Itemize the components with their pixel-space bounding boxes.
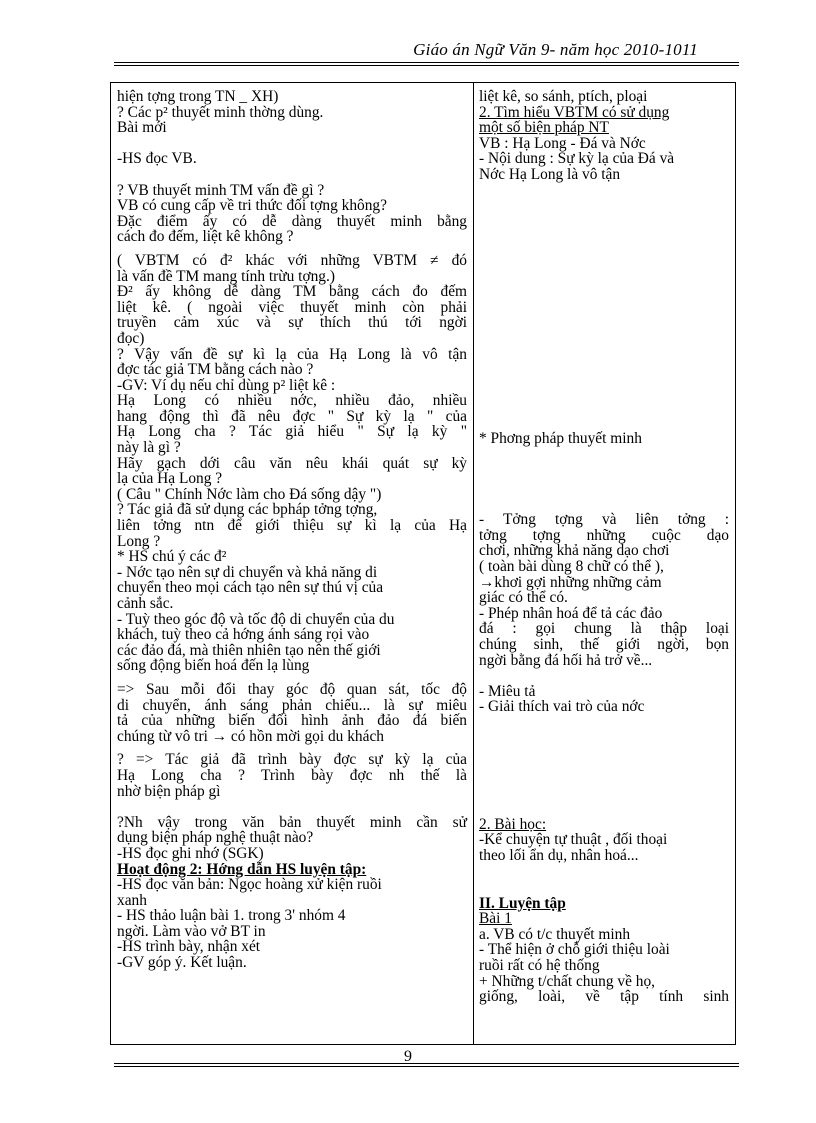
header-rule [114,62,739,63]
text-line: dụng biện pháp nghệ thuật nào? [117,829,314,847]
text-line: -Kể chuyện tự thuật , đối thoại [479,831,668,849]
text-line: Hạ Long cha ? Trình bày đợc nh thế là [117,766,467,784]
text-line: giác có thể có. [479,589,568,607]
text-line: đá : gọi chung là thập loại [479,620,729,638]
text-line: chúng sinh, thế giới ngời, bọn [479,635,729,653]
text-line: * Phơng pháp thuyết minh [479,429,642,447]
text-line: là vấn đề TM mang tính trừu tợng.) [117,267,335,285]
text-line: cách đo đếm, liệt kê không ? [117,228,294,246]
text-line: - Nớc tạo nên sự di chuyển và khả năng di [117,563,378,581]
text-line: -GV: Ví dụ nếu chỉ dùng p² liệt kê : [117,376,336,394]
footer-rule [114,1063,739,1064]
text-line: đợc tác giả TM bằng cách nào ? [117,361,314,379]
text-line: VB có cung cấp về tri thức đối tợng không? [117,197,387,215]
text-line: cảnh sắc. [117,595,174,612]
text-line: ngời. Làm vào vở BT in [117,922,266,940]
text-line: giống, loài, về tập tính sinh [479,988,729,1006]
text-line [479,668,729,684]
text-line: + Những t/chất chung về họ, [479,972,656,990]
section-heading-lesson: 2. Bài học: [479,815,547,833]
text-line: →khơi gợi những những cảm [479,573,662,591]
text-line: Hạ Long có nhiều nớc, nhiều đảo, nhiều [117,392,467,410]
text-line: tả của những biến đổi hình ảnh đảo đá biến [117,712,467,730]
exercise-label: Bài 1 [479,910,512,928]
text-line: chúng từ vô tri → có hồn mời gọi du khách [117,727,384,745]
text-line: ? VB thuyết minh TM vấn đề gì ? [117,181,325,199]
text-line: các đảo đá, mà thiên nhiên tạo nên thế giới [117,641,381,659]
text-line: này là gì ? [117,439,181,457]
text-line [117,167,467,183]
text-line: chuyển theo mọi cách tạo nên sự thú vị của [117,579,384,597]
right-column [479,89,729,1005]
text-line: - Miêu tả [479,682,536,700]
text-line: ( toàn bài dùng 8 chữ có thể ), [479,557,664,575]
text-line: hiện tợng trong TN _ XH) [117,88,279,105]
lesson-table [110,82,736,1045]
text-line: -HS trình bày, nhận xét [117,938,261,956]
text-line: chơi, những khả năng dạo chơi [479,542,670,560]
text-line: tởng tợng những cuộc dạo [479,526,729,544]
header-rule-double [114,65,739,66]
text-line: -HS đọc ghi nhớ (SGK) [117,844,264,862]
text-line: ? Tác giả đã sử dụng các bpháp tởng tợng, [117,501,378,519]
text-line: - Thể hiện ở chỗ giới thiệu loài [479,941,670,959]
header-title: Giáo án Ngữ Văn 9- năm học 2010-1011 [413,40,698,59]
text-line: - HS thảo luận bài 1. trong 3' nhóm 4 [117,907,346,925]
text-line: Hãy gạch dới câu văn nêu khái quát sự kỳ [117,454,467,472]
text-line: - Tởng tợng và liên tởng : [479,511,729,529]
text-line: di chuyển, ánh sáng phản chiếu... là sự miêu [117,696,467,714]
text-line: ?Nh vậy trong văn bản thuyết minh cần sử [117,813,467,831]
text-line: liệt kê, so sánh, ptích, ploại [479,88,648,105]
section-heading: 2. Tìm hiểu VBTM có sử dụng [479,103,670,121]
text-line: a. VB có t/c thuyết minh [479,925,631,943]
text-line: -GV góp ý. Kết luận. [117,954,247,972]
text-line: -HS đọc VB. [117,150,197,168]
text-line: ( Câu " Chính Nớc làm cho Đá sống dậy ") [117,485,382,503]
section-heading: một số biện pháp NT [479,119,609,137]
text-line: ngời bằng đá hối hả trở về... [479,651,653,669]
text-line: -HS đọc văn bản: Ngọc hoàng xử kiện ruồi [117,876,382,894]
text-line: ? Vậy vấn đề sự kì lạ của Hạ Long là vô tận [117,345,467,363]
text-line: Bài mới [117,119,167,137]
page-header [0,40,816,60]
text-line: - Giải thích vai trò của nớc [479,698,645,716]
section-heading-practice: II. Luyện tập [479,894,566,912]
text-line: Đặc điểm ấy có dễ dàng thuyết minh bằng [117,212,467,230]
text-line: Hạ Long cha ? Tác giả hiểu " Sự lạ kỳ " [117,423,467,441]
column-divider [473,83,474,1044]
text-line: khách, tuỳ theo cả hớng ánh sáng rọi vào [117,626,370,644]
text-line: liên tởng ntn để giới thiệu sự kì lạ của Hạ [117,517,467,535]
page-number: 9 [404,1048,412,1065]
section-heading-activity-2: Hoạt động 2: Hớng dẫn HS luyện tập: [117,860,367,878]
text-line: Long ? [117,532,161,550]
text-line: sống động biến hoá đến lạ lùng [117,657,310,675]
text-line: - Phép nhân hoá để tả các đảo [479,604,663,622]
text-line: lạ của Hạ Long ? [117,470,223,488]
text-line: VB : Hạ Long - Đá và Nớc [479,134,646,152]
left-column [117,89,467,971]
text-line: - Nội dung : Sự kỳ lạ của Đá và [479,150,675,168]
text-line: đọc) [117,329,145,347]
text-line: - Tuỳ theo góc độ và tốc độ di chuyển của du [117,610,395,628]
text-line [117,136,467,152]
text-line: liệt kê. ( ngoài việc thuyết minh còn phải [117,298,467,316]
text-line: truyền cảm xúc và sự thích thú tới ngời [117,314,467,332]
text-line: theo lối ẩn dụ, nhân hoá... [479,847,639,865]
text-line [117,799,467,815]
text-line: ( VBTM có đ² khác với những VBTM ≠ đó [117,251,467,269]
text-line: => Sau mỗi đổi thay góc độ quan sát, tốc độ [117,680,467,698]
text-line: xanh [117,891,147,909]
text-line: ? Các p² thuyết minh thờng dùng. [117,103,324,121]
text-line: Đ² ấy không dễ dàng TM bằng cách đo đếm [117,283,467,301]
text-line: ? => Tác giả đã trình bày đợc sự kỳ lạ của [117,751,467,769]
text-line: ruồi rất có hệ thống [479,957,600,975]
text-line: nhờ biện pháp gì [117,782,221,800]
text-line: hang động thì đã nêu đợc " Sự kỳ lạ " của [117,407,467,425]
footer-rule-double [114,1066,739,1067]
text-line: * HS chú ý các đ² [117,548,227,566]
text-line: Nớc Hạ Long là vô tận [479,165,621,183]
